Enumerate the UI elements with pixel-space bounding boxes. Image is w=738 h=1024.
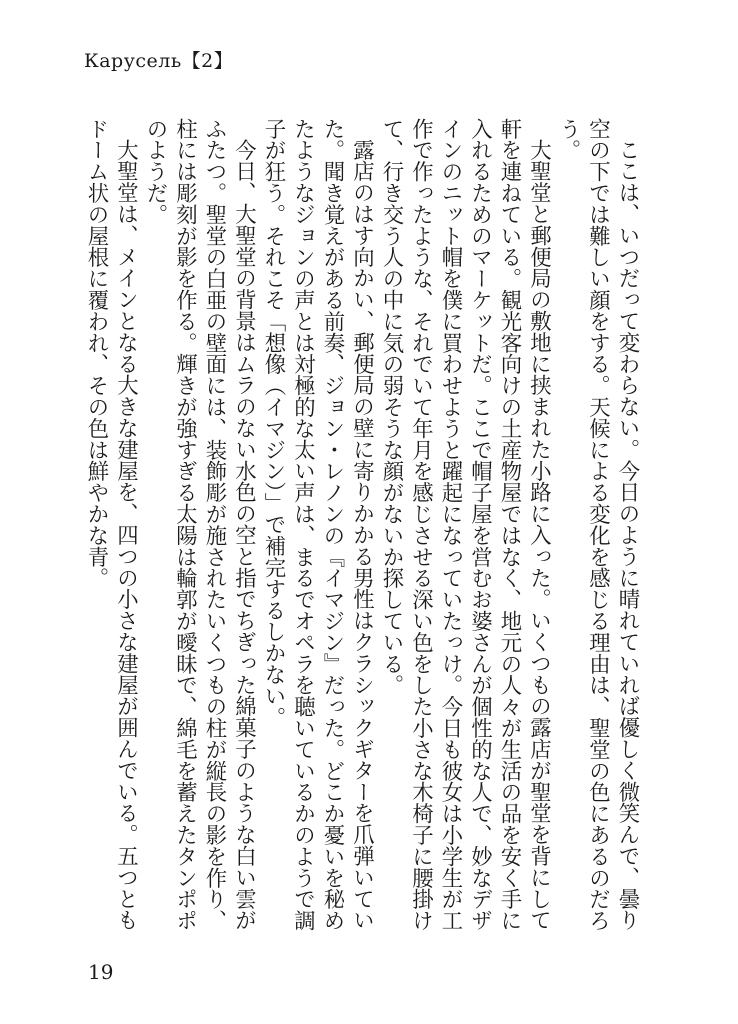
running-title: Карусель【2】 — [84, 50, 234, 72]
page-number: 19 — [88, 960, 114, 984]
vertical-text-body — [82, 118, 642, 948]
paragraph: ここは、いつだって変わらない。今日のように晴れていれば優しく微笑んで、曇り空の下では難しい顔をする。天候による変化を感じる理由は、聖堂の色にあるのだろう。 — [556, 118, 640, 932]
paragraph: 露店のはす向かい、郵便局の壁に寄りかかる男性はクラシックギターを爪弾いていた。聞き覚えがある前奏、ジョン・レノンの『イマジン』だった。どこか憂いを秘めたようなジョンの声とは対極的な太い声は、まるでオペラを聴いているかのようで調子が狂う。それこそ「想像（イマジン）」で補完するしかない。 — [261, 118, 375, 932]
paragraph: 大聖堂と郵便局の敷地に挟まれた小路に入った。いくつもの露店が聖堂を背にして軒を連ねている。観光客向けの土産物屋ではなく、地元の人々が生活の品を安く手に入れるためのマーケットだ。ここで帽子屋を営むお婆さんが個性的な人で、妙なデザインのニット帽を僕に買わせようと躍起になっていたっけ。今日も彼女は小学生が工作で作ったような、それでいて年月を感じさせる深い色をした小さな木椅子に腰掛けて、行き交う人の中に気の弱そうな顔がないか探している。 — [379, 118, 552, 932]
paragraph: 大聖堂は、メインとなる大きな建屋を、四つの小さな建屋が囲んでいる。五つともドーム状の屋根に覆われ、その色は鮮やかな青。 — [84, 118, 139, 932]
paragraph: 今日、大聖堂の背景はムラのない水色の空と指でちぎった綿菓子のような白い雲がふたつ。聖堂の白亜の壁面には、装飾彫が施されたいくつもの柱が縦長の影を作り、柱には彫刻が影を作る。輝きが強すぎる太陽は輪郭が曖昧で、綿毛を蓄えたタンポポのようだ。 — [143, 118, 257, 932]
